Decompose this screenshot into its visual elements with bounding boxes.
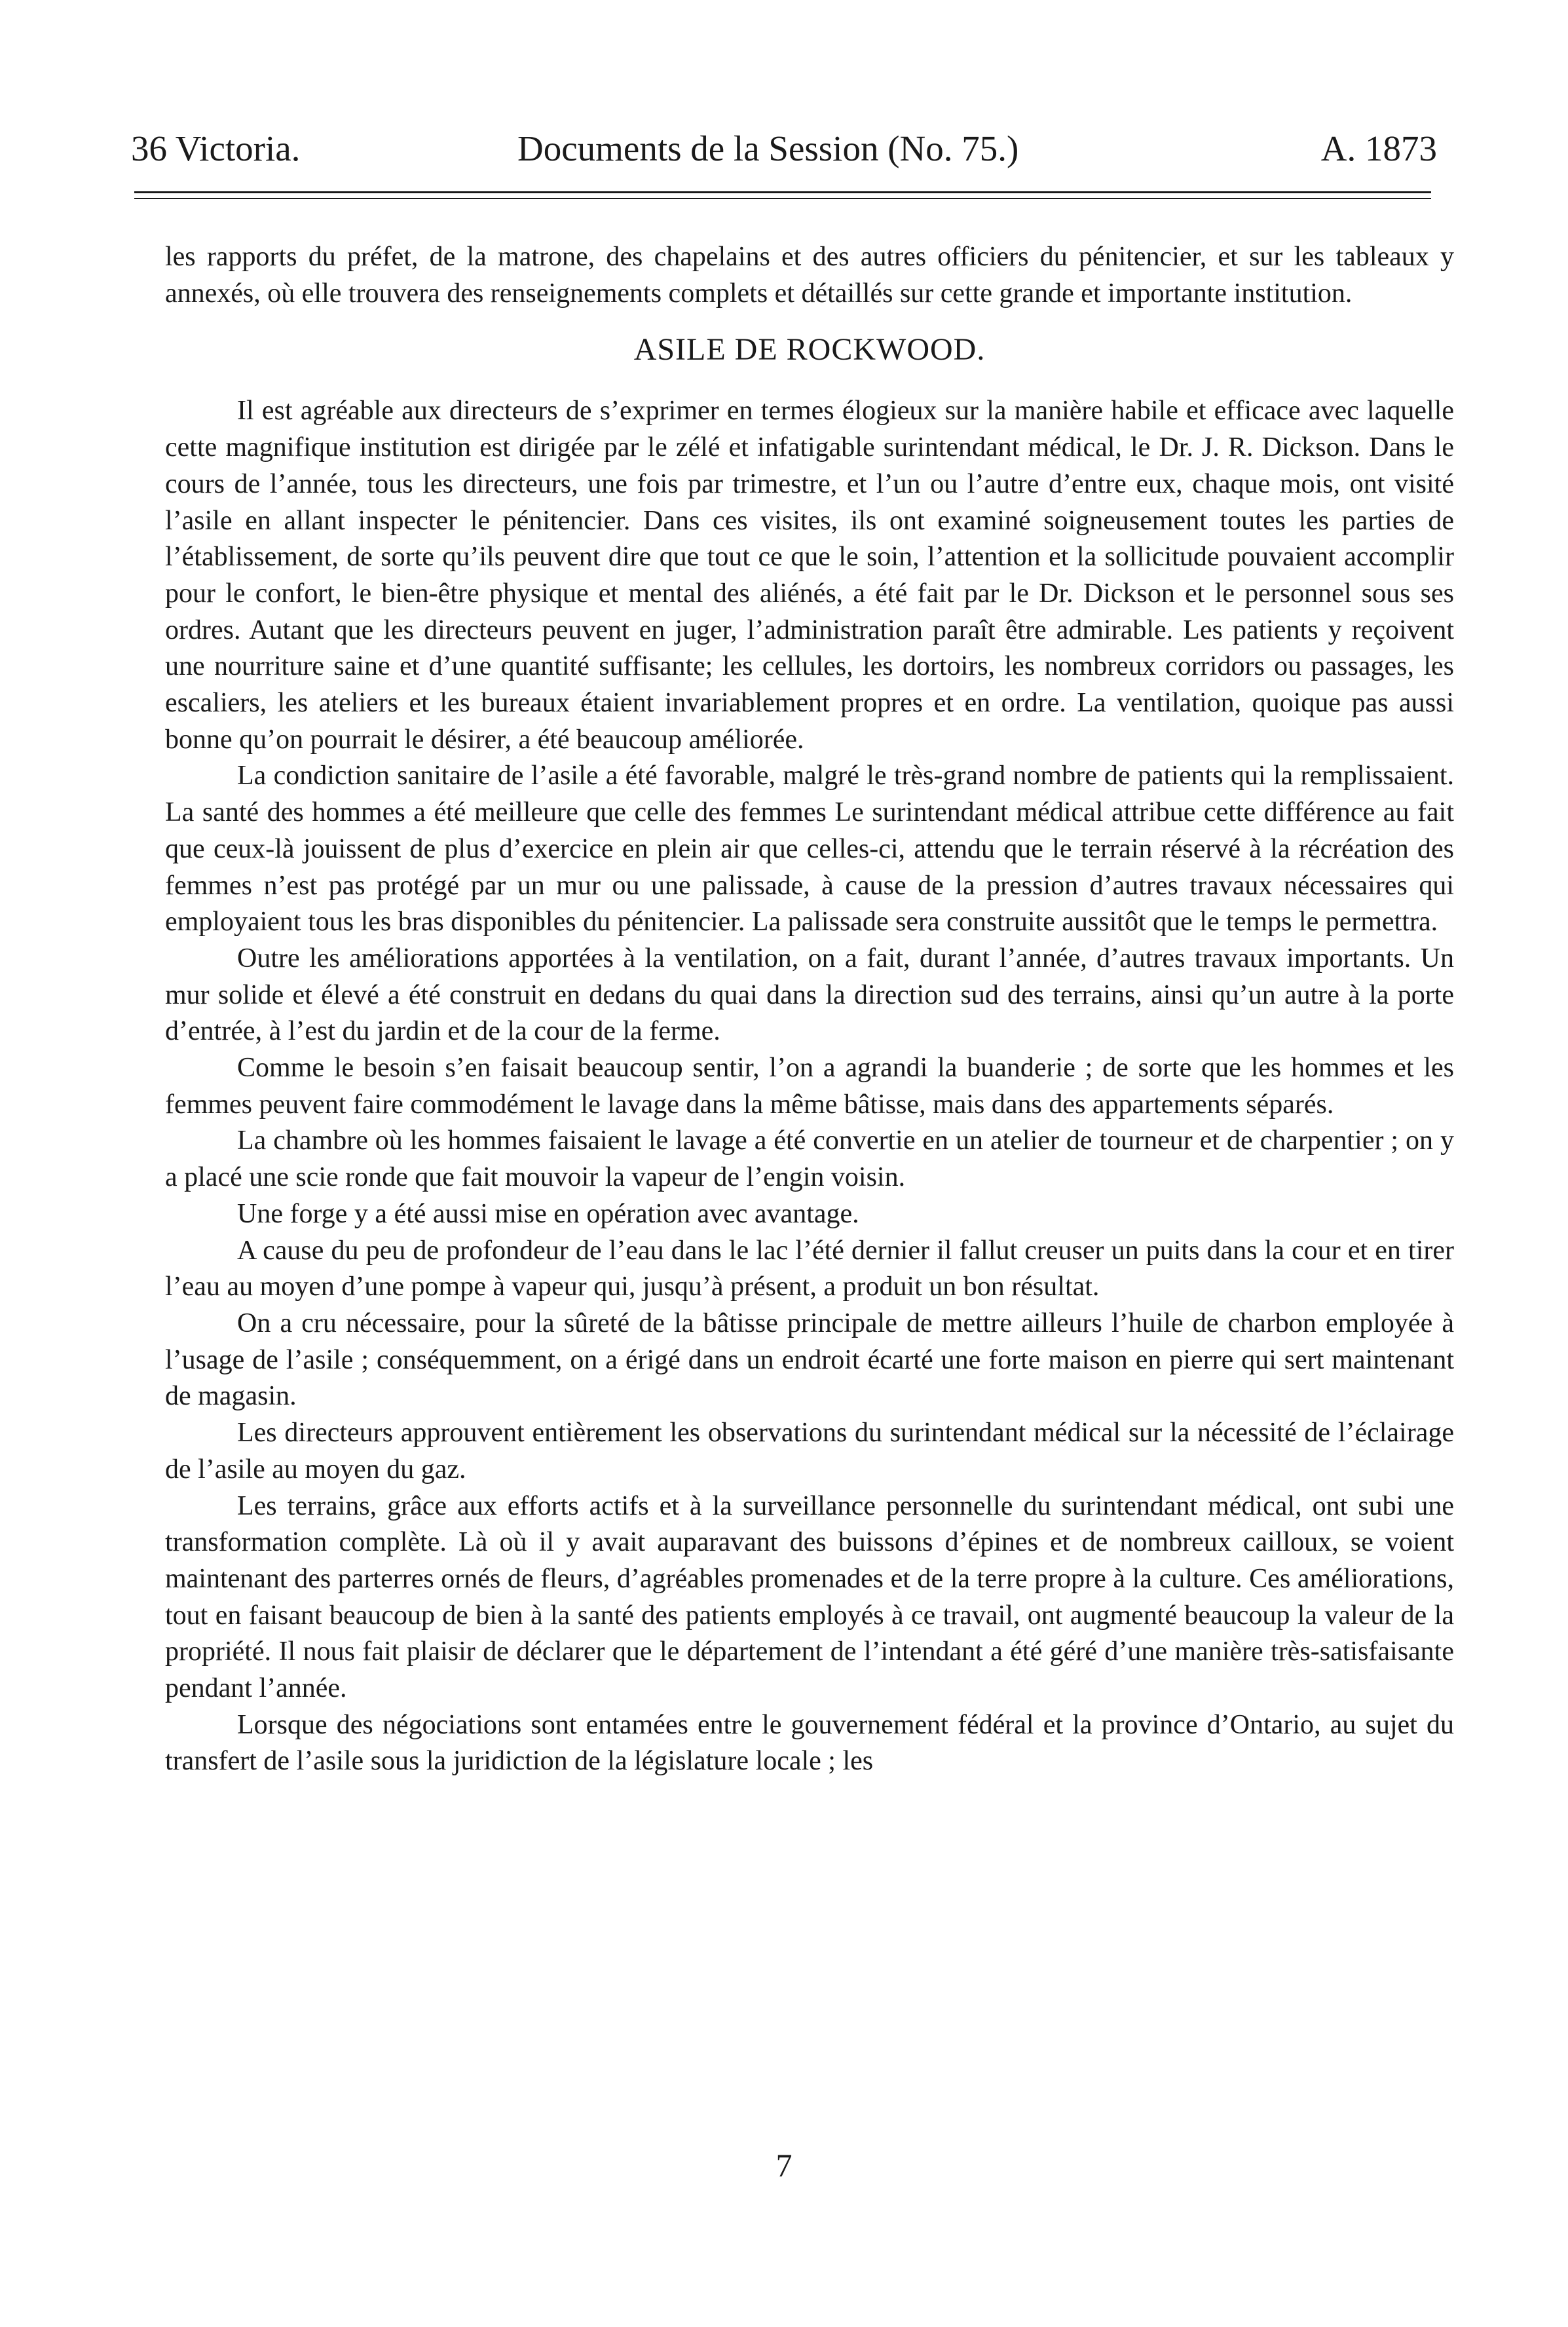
paragraph: Les directeurs approuvent entièrement les observations du surintendant médical sur la nécessité de l’éclairage de l’asile au moyen du gaz.: [165, 1418, 1454, 1485]
section-title: ASILE DE ROCKWOOD.: [633, 332, 986, 368]
header-year: A. 1873: [1320, 128, 1437, 168]
paragraph: Lorsque des négociations sont entamées entre le gouvernement fédéral et la province d’Ontario, au sujet du transfert de l’asile sous la juridiction de la législature locale ; les: [165, 1709, 1454, 1777]
page-number: 7: [775, 2147, 793, 2184]
paragraph: Outre les améliorations apportées à la ventilation, on a fait, durant l’année, d’autres travaux importants. Un mur solide et élevé a été construit en dedans du quai dans la direction sud des terrains, ainsi qu’un autre à la porte d’entrée, à l’est du jardin et de la cour de la ferme.: [165, 943, 1454, 1047]
header-title: Documents de la Session (No. 75.): [517, 128, 1019, 168]
header-rule-bottom: [134, 198, 1431, 199]
header-session: 36 Victoria.: [131, 128, 301, 168]
paragraph: A cause du peu de profondeur de l’eau dans le lac l’été dernier il fallut creuser un puits dans la cour et en tirer l’eau au moyen d’une pompe à vapeur qui, jusqu’à présent, a produit un bon résultat.: [165, 1235, 1454, 1302]
running-header: [131, 126, 1437, 172]
paragraph: On a cru nécessaire, pour la sûreté de la bâtisse principale de mettre ailleurs l’huile de charbon employée à l’usage de l’asile ; conséquemment, on a érigé dans un endroit écarté une forte maison en pierre qui sert maintenant de magasin.: [165, 1308, 1454, 1412]
paragraph-continued: les rapports du préfet, de la matrone, des chapelains et des autres officiers du pénitencier, et sur les tableaux y annexés, où elle trouvera des renseignements complets et détaillés sur cette grande et importante institution.: [165, 242, 1454, 309]
paragraph: La chambre où les hommes faisaient le lavage a été convertie en un atelier de tourneur et de charpentier ; on y a placé une scie ronde que fait mouvoir la vapeur de l’engin voisin.: [165, 1126, 1454, 1193]
header-rule-top: [134, 191, 1431, 193]
page-body: [165, 239, 1454, 1780]
paragraph: Comme le besoin s’en faisait beaucoup sentir, l’on a agrandi la buanderie ; de sorte que les hommes et les femmes peuvent faire commodément le lavage dans la même bâtisse, mais dans des appartements séparés.: [165, 1053, 1454, 1120]
paragraph: La condiction sanitaire de l’asile a été favorable, malgré le très-grand nombre de patients qui la remplissaient. La santé des hommes a été meilleure que celle des femmes Le surintendant médical attribue cette différence au fait que ceux-là jouissent de plus d’exercice en plein air que celles-ci, attendu que le terrain réservé à la récréation des femmes n’est pas protégé par un mur ou une palissade, à cause de la pression d’autres travaux nécessaires qui employaient tous les bras disponibles du pénitencier. La palissade sera construite aussitôt que le temps le permettra.: [165, 761, 1454, 937]
paragraph: Il est agréable aux directeurs de s’exprimer en termes élogieux sur la manière habile et efficace avec laquelle cette magnifique institution est dirigée par le zélé et infatigable surintendant médical, le Dr. J. R. Dickson. Dans le cours de l’année, tous les directeurs, une fois par trimestre, et l’un ou l’autre d’entre eux, chaque mois, ont visité l’asile en allant inspecter le pénitencier. Dans ces visites, ils ont examiné soigneusement toutes les parties de l’établissement, de sorte qu’ils peuvent dire que tout ce que le soin, l’attention et la sollicitude pouvaient accomplir pour le confort, le bien-être physique et mental des aliénés, a été fait par le Dr. Dickson et le personnel sous ses ordres. Autant que les directeurs peuvent en juger, l’administration paraît être admirable. Les patients y reçoivent une nourriture saine et d’une quantité suffisante; les cellules, les dortoirs, les nombreux corridors ou passages, les escaliers, les ateliers et les bureaux étaient invariablement propres et en ordre. La ventilation, quoique pas aussi bonne qu’on pourrait le désirer, a été beaucoup améliorée.: [165, 396, 1454, 755]
paragraph: Une forge y a été aussi mise en opération avec avantage.: [237, 1198, 859, 1229]
paragraph: Les terrains, grâce aux efforts actifs et à la surveillance personnelle du surintendant médical, ont subi une transformation complète. Là où il y avait auparavant des buissons d’épines et de nombreux cailloux, se voient maintenant des parterres ornés de fleurs, d’agréables promenades et de la terre propre à la culture. Ces améliorations, tout en faisant beaucoup de bien à la santé des patients employés à ce travail, ont augmenté beaucoup la valeur de la propriété. Il nous fait plaisir de déclarer que le département de l’intendant a été géré d’une manière très-satisfaisante pendant l’année.: [165, 1490, 1454, 1704]
